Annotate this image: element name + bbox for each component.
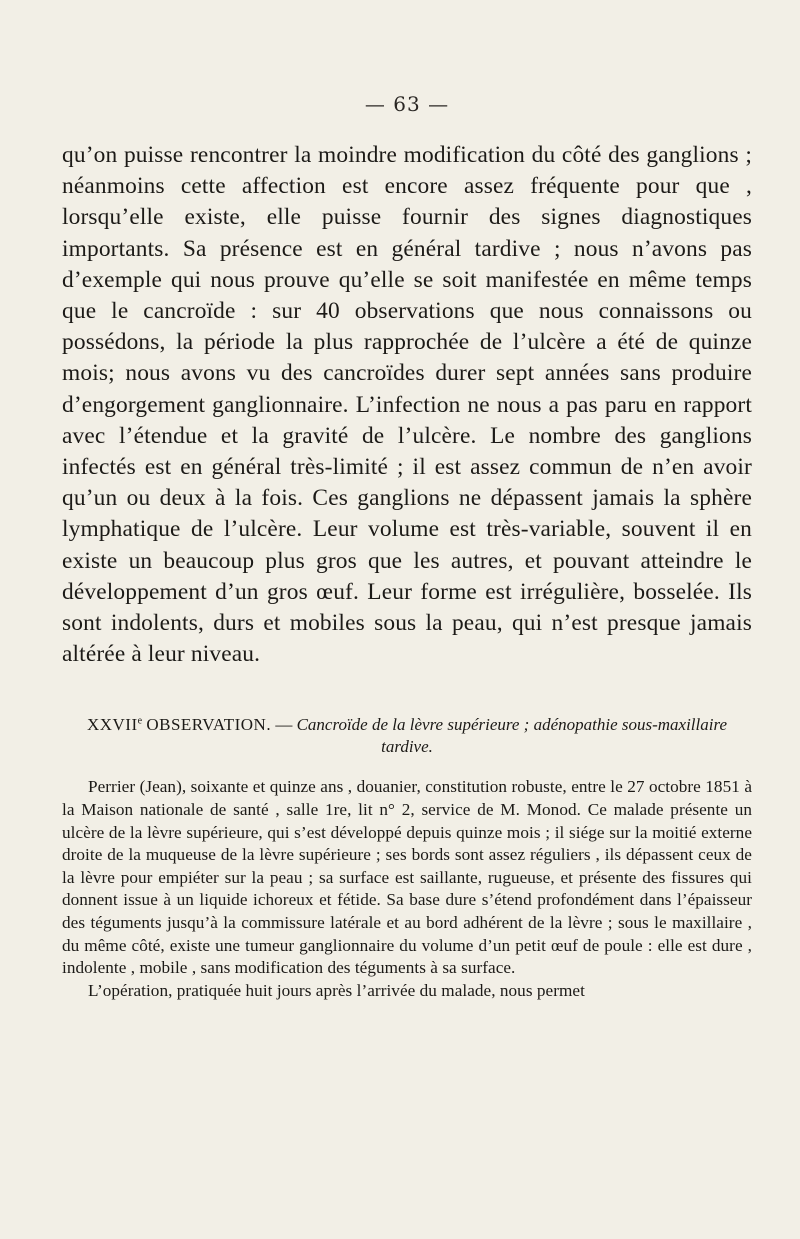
operation-paragraph: L’opération, pratiquée huit jours après l’arrivée du malade, nous permet — [88, 980, 585, 1000]
body-paragraph: qu’on puisse rencontrer la moindre modification du côté des ganglions ; néanmoins cette affection est encore assez fréquente pour que , lorsqu’elle existe, elle puisse fournir des signes diagnostiques importants. Sa présence est en général tardive ; nous n’avons pas d’exemple qui nous prouve qu’elle se soit manifestée en même temps que le cancroïde : sur 40 observations que nous connaissons ou possédons, la période la plus rapprochée de l’ulcère a été de quinze mois; nous avons vu des cancroïdes durer sept années sans produire d’engorgement ganglionnaire. L’infection ne nous a pas paru en rapport avec l’étendue et la gravité de l’ulcère. Le nombre des ganglions infectés est en général très-limité ; il est assez commun de n’en avoir qu’un ou deux à la fois. Ces ganglions ne dépassent jamais la sphère lymphatique de l’ulcère. Leur volume est très-variable, souvent il en existe un beaucoup plus gros que les autres, et pouvant atteindre le développement d’un gros œuf. Leur forme est irrégulière, bosselée. Ils sont indolents, durs et mobiles sous la peau, qui n’est presque jamais altérée à leur niveau. — [62, 142, 752, 668]
observation-separator: — — [271, 715, 297, 735]
case-paragraph: Perrier (Jean), soixante et quinze ans , douanier, constitution robuste, entre le 27 octobre 1851 à la Maison nationale de santé , salle 1re, lit n° 2, service de M. Monod. Ce malade présente un ulcère de la lèvre supérieure, qui s’est développé depuis quinze mois ; il siége sur la moitié externe droite de la muqueuse de la lèvre supérieure ; ses bords sont assez réguliers , ils dépassent ceux de la lèvre pour empiéter sur la peau ; sa surface est saillante, rugueuse, et présente des fissures qui donnent issue à un liquide ichoreux et fétide. Sa base dure s’étend profondément dans l’épaisseur des téguments jusqu’à la commissure latérale et au bord adhérent de la lèvre ; sous le maxillaire , du même côté, existe une tumeur ganglionnaire du volume d’un petit œuf de poule : elle est dure , indolente , mobile , sans modification des téguments à sa surface. — [62, 777, 752, 978]
page-number: — 63 — — [364, 92, 450, 116]
observation-label: OBSERVATION. — [146, 715, 272, 735]
observation-number-suffix: e — [137, 715, 143, 727]
observation-heading — [62, 714, 752, 758]
observation-number: XXVII — [86, 715, 138, 735]
observation-title: Cancroïde de la lèvre supérieure ; adénopathie sous-maxillaire tardive. — [296, 715, 728, 757]
book-page — [62, 92, 752, 1002]
